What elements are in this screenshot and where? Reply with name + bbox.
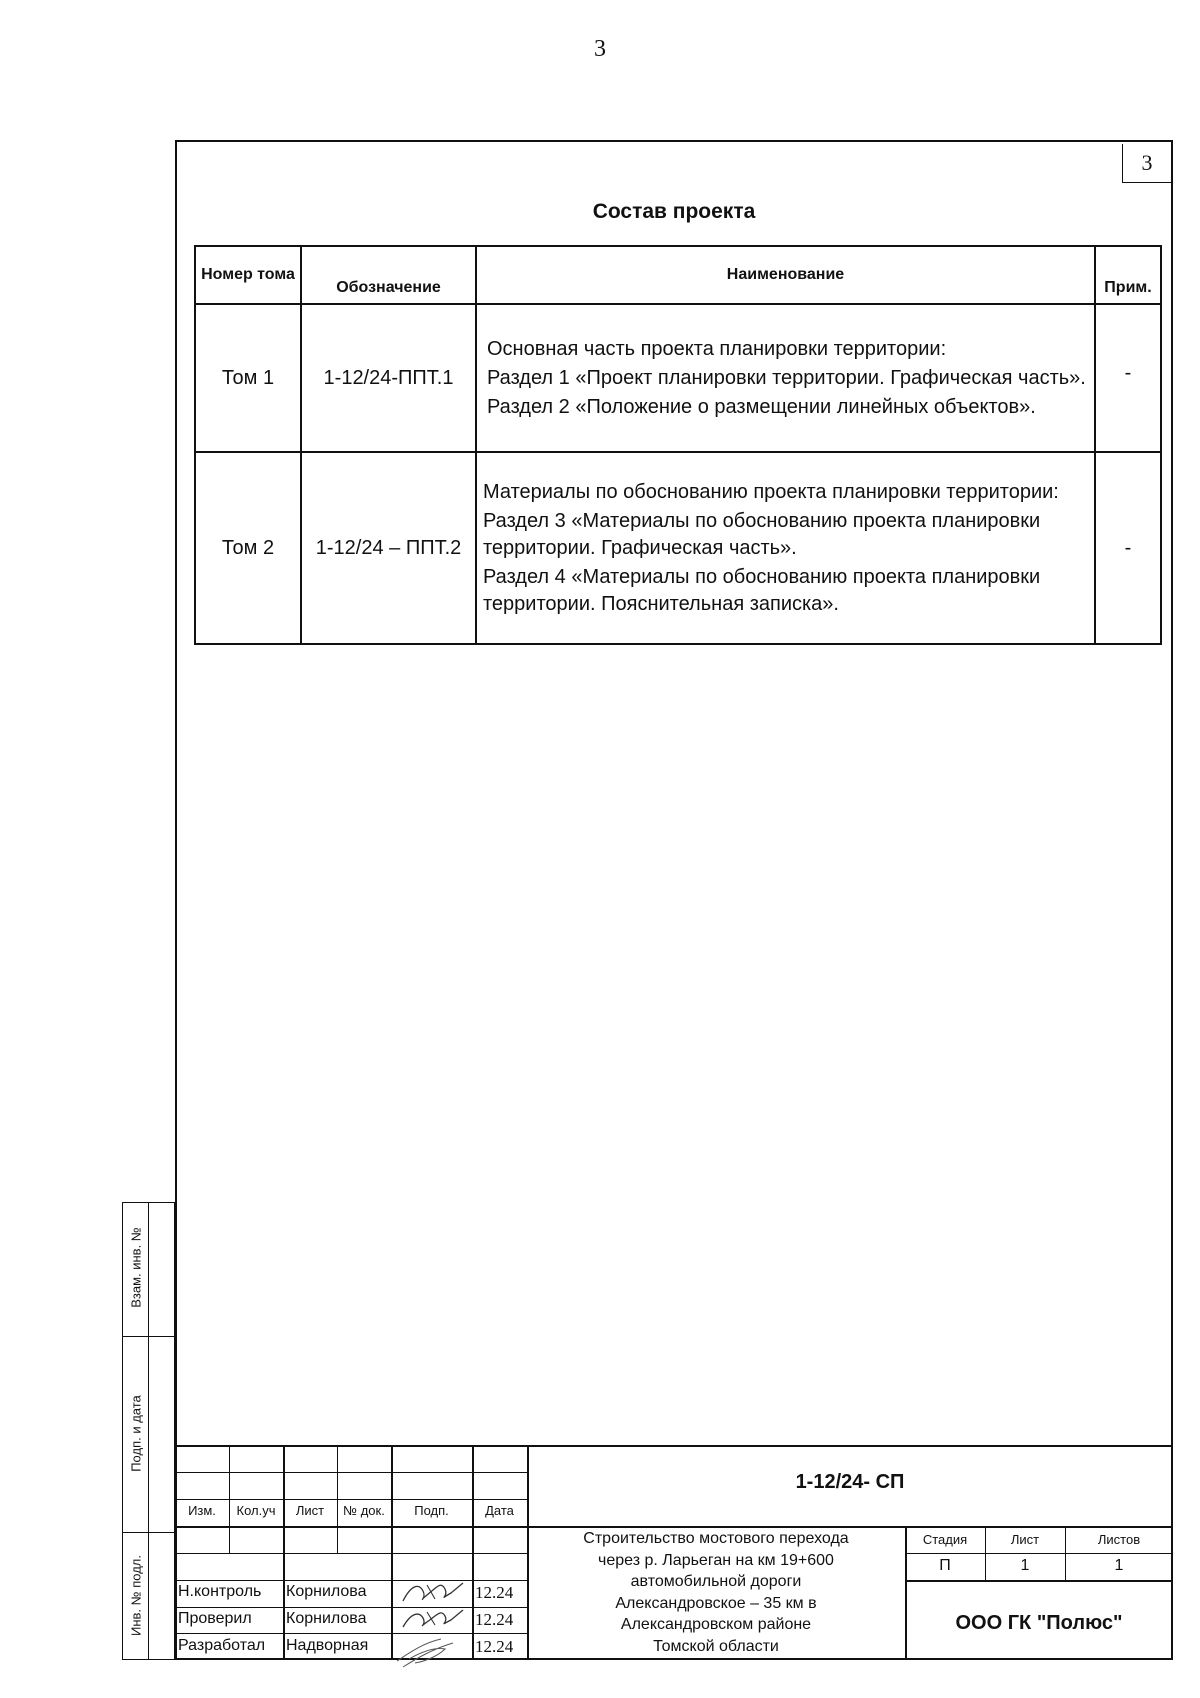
stamp-col-data: Дата [485, 1503, 514, 1518]
document-title: Состав проекта [592, 200, 756, 223]
signature-icon [389, 1631, 469, 1671]
row-name-line: Раздел 3 «Материалы по обоснованию проекта планировки территории. Графическая часть». [483, 509, 1041, 559]
signature-icon [397, 1605, 469, 1633]
stamp-grid-line [175, 1580, 527, 1581]
stamp-col-podp: Подп. [414, 1503, 449, 1518]
row-name-line: Раздел 2 «Положение о размещении линейных объектов». [487, 395, 1036, 418]
document-code: 1-12/24- СП [795, 1471, 905, 1493]
page-number: 3 [594, 36, 606, 62]
table-row [195, 304, 1161, 452]
title-block [175, 1445, 1173, 1660]
table-header-row [195, 246, 1161, 304]
header-note: Прим. [1095, 246, 1161, 304]
signature-icon [397, 1577, 469, 1607]
signer-role: Разработал [178, 1637, 266, 1654]
stamp-col-list: Лист [295, 1503, 325, 1518]
stamp-grid-line [175, 1499, 527, 1500]
row-note: - [1095, 304, 1161, 452]
side-label-zam-inv: Взам. инв. № [128, 1227, 144, 1308]
signer-date: 12.24 [475, 1637, 514, 1656]
description-line: Строительство мостового перехода [583, 1530, 849, 1547]
header-name: Наименование [476, 246, 1095, 304]
row-name-line: Основная часть проекта планировки территории: [487, 337, 947, 360]
row-designation: 1-12/24 – ППТ.2 [301, 452, 476, 644]
signer-date: 12.24 [475, 1583, 514, 1602]
row-name [476, 452, 1095, 644]
stage-label: Стадия [922, 1532, 968, 1547]
row-name-line: Раздел 1 «Проект планировки территории. Графическая часть». [487, 366, 1086, 389]
description-line: через р. Ларьеган на км 19+600 [598, 1551, 834, 1569]
side-label-podp-data: Подп. и дата [128, 1395, 144, 1472]
signer-name: Надворная [286, 1637, 369, 1654]
row-name [476, 304, 1095, 452]
sheets-label: Листов [1097, 1532, 1141, 1547]
side-divider [148, 1202, 149, 1660]
row-note: - [1095, 452, 1161, 644]
header-designation: Обозначение [301, 246, 476, 304]
signer-name: Корнилова [286, 1583, 367, 1600]
stamp-grid-line [905, 1553, 1173, 1554]
stamp-grid-line [175, 1553, 527, 1554]
sheets-value: 1 [1114, 1557, 1124, 1574]
stamp-col-izm: Изм. [188, 1503, 216, 1518]
stamp-grid-line [175, 1472, 527, 1473]
description-line: Томской области [653, 1637, 779, 1655]
table-row [195, 452, 1161, 644]
stamp-top-border [175, 1445, 1173, 1447]
stamp-grid-line [905, 1580, 1173, 1582]
stamp-grid-line [229, 1445, 230, 1553]
signer-name: Корнилова [286, 1610, 367, 1627]
stamp-col-no-dok: № док. [343, 1503, 385, 1518]
description-line: Александровское – 35 км в [615, 1594, 817, 1612]
stamp-grid-line [391, 1445, 393, 1660]
stamp-grid-line [337, 1445, 338, 1553]
row-name-line: Раздел 4 «Материалы по обоснованию проекта планировки территории. Пояснительная записка». [483, 565, 1041, 615]
stamp-col-kol-uch: Кол.уч [236, 1503, 276, 1518]
signer-role: Проверил [178, 1610, 252, 1627]
sheet-value: 1 [1020, 1557, 1030, 1574]
signer-date: 12.24 [475, 1610, 514, 1629]
sheet-number-box: 3 [1122, 144, 1171, 183]
stamp-grid-line [472, 1445, 474, 1660]
stage-value: П [939, 1557, 951, 1574]
side-label-inv-podl: Инв. № подл. [128, 1555, 144, 1636]
row-volume: Том 1 [195, 304, 301, 452]
row-volume: Том 2 [195, 452, 301, 644]
description-line: Александровском районе [620, 1616, 812, 1633]
project-description [527, 1528, 905, 1657]
company-name: ООО ГК "Полюс" [955, 1612, 1123, 1634]
sheet-label: Лист [1010, 1532, 1040, 1547]
signer-role: Н.контроль [178, 1583, 262, 1600]
composition-table [194, 245, 1162, 645]
row-designation: 1-12/24-ППТ.1 [301, 304, 476, 452]
stamp-grid-line [175, 1607, 527, 1608]
stamp-grid-line [175, 1633, 527, 1634]
header-volume-number: Номер тома [195, 246, 301, 304]
row-name-line: Материалы по обоснованию проекта планировки территории: [483, 480, 1059, 503]
description-line: автомобильной дороги [630, 1573, 802, 1590]
stamp-grid-line [283, 1445, 285, 1660]
